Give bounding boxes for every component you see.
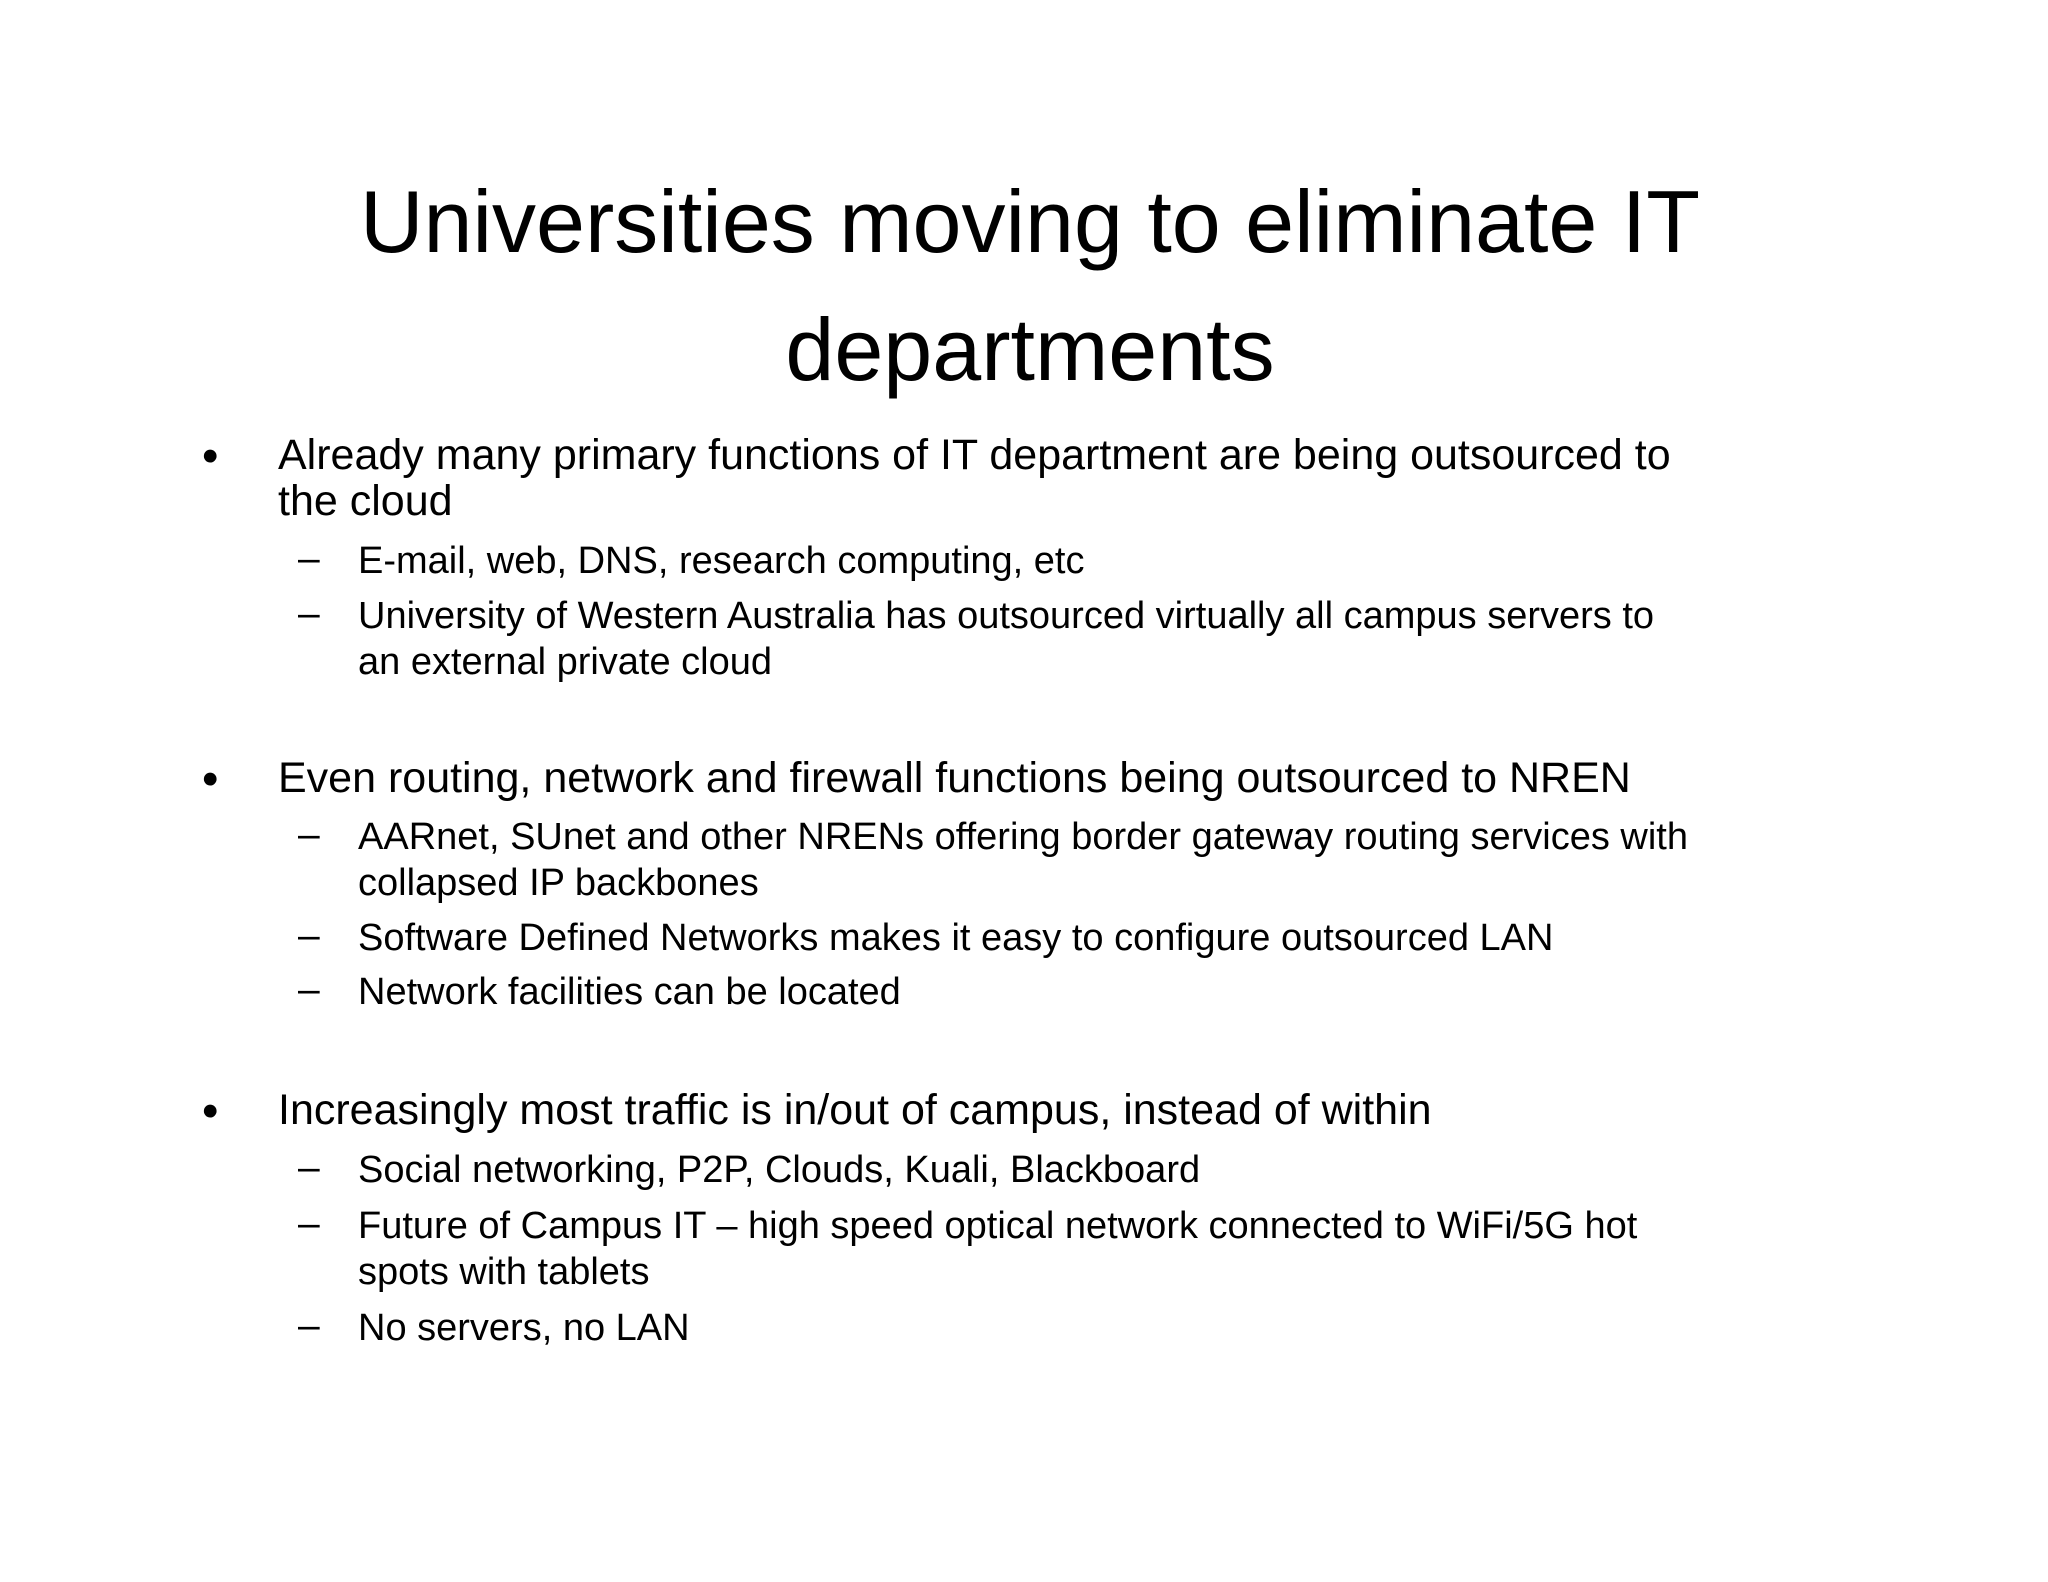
- subitem-text-3-2: [358, 1204, 1878, 1295]
- bullet-marker-3: •: [202, 1084, 219, 1137]
- subitem-marker-3-3: –: [298, 1304, 320, 1347]
- subitem-marker-1-2: –: [298, 592, 320, 635]
- subitem-text-3-3: [358, 1306, 1878, 1352]
- subitem-marker-3-1: –: [298, 1146, 320, 1189]
- bullet-text-2: [278, 755, 1878, 801]
- subitem-2-2-line-1: Software Defined Networks makes it easy to configure outsourced LAN: [358, 917, 1554, 959]
- subitem-1-2-line-2: an external private cloud: [358, 640, 773, 683]
- subitem-marker-3-2: –: [298, 1202, 320, 1245]
- subitem-1-2-line-1: University of Western Australia has outsourced virtually all campus servers to: [358, 595, 1655, 637]
- bullet-text-1: [278, 432, 1878, 525]
- bullet-marker-2: •: [202, 752, 219, 805]
- slide-title-line-2: departments: [785, 299, 1275, 399]
- subitem-3-3-line-1: No servers, no LAN: [358, 1307, 690, 1349]
- subitem-marker-1-1: –: [298, 537, 320, 580]
- subitem-3-2-line-2: spots with tablets: [358, 1250, 650, 1293]
- subitem-text-2-1: [358, 815, 1878, 906]
- bullet-2-line-1: Even routing, network and firewall functions being outsourced to NREN: [278, 754, 1631, 802]
- bullet-marker-1: •: [202, 429, 219, 482]
- bullet-1-line-1: Already many primary functions of IT department are being outsourced to: [278, 431, 1671, 479]
- slide-title-line-1: Universities moving to eliminate IT: [359, 172, 1701, 271]
- subitem-2-1-line-1: AARnet, SUnet and other NRENs offering border gateway routing services with: [358, 816, 1688, 858]
- subitem-3-1-line-1: Social networking, P2P, Clouds, Kuali, Blackboard: [358, 1149, 1201, 1191]
- bullet-3-line-1: Increasingly most traffic is in/out of campus, instead of within: [278, 1086, 1432, 1134]
- subitem-2-1-line-2: collapsed IP backbones: [358, 861, 759, 904]
- subitem-marker-2-1: –: [298, 813, 320, 856]
- bullet-text-3: [278, 1087, 1878, 1133]
- subitem-text-1-1: [358, 539, 1878, 585]
- subitem-text-2-2: [358, 916, 1878, 962]
- subitem-text-1-2: [358, 594, 1878, 685]
- subitem-text-2-3: [358, 970, 1878, 1016]
- subitem-2-3-line-1: Network facilities can be located: [358, 971, 901, 1013]
- subitem-text-3-1: [358, 1148, 1878, 1194]
- bullet-1-line-2: the cloud: [278, 477, 453, 526]
- subitem-marker-2-2: –: [298, 914, 320, 957]
- subitem-1-1-line-1: E-mail, web, DNS, research computing, etc: [358, 540, 1085, 582]
- subitem-marker-2-3: –: [298, 968, 320, 1011]
- subitem-3-2-line-1: Future of Campus IT – high speed optical network connected to WiFi/5G hot: [358, 1205, 1638, 1247]
